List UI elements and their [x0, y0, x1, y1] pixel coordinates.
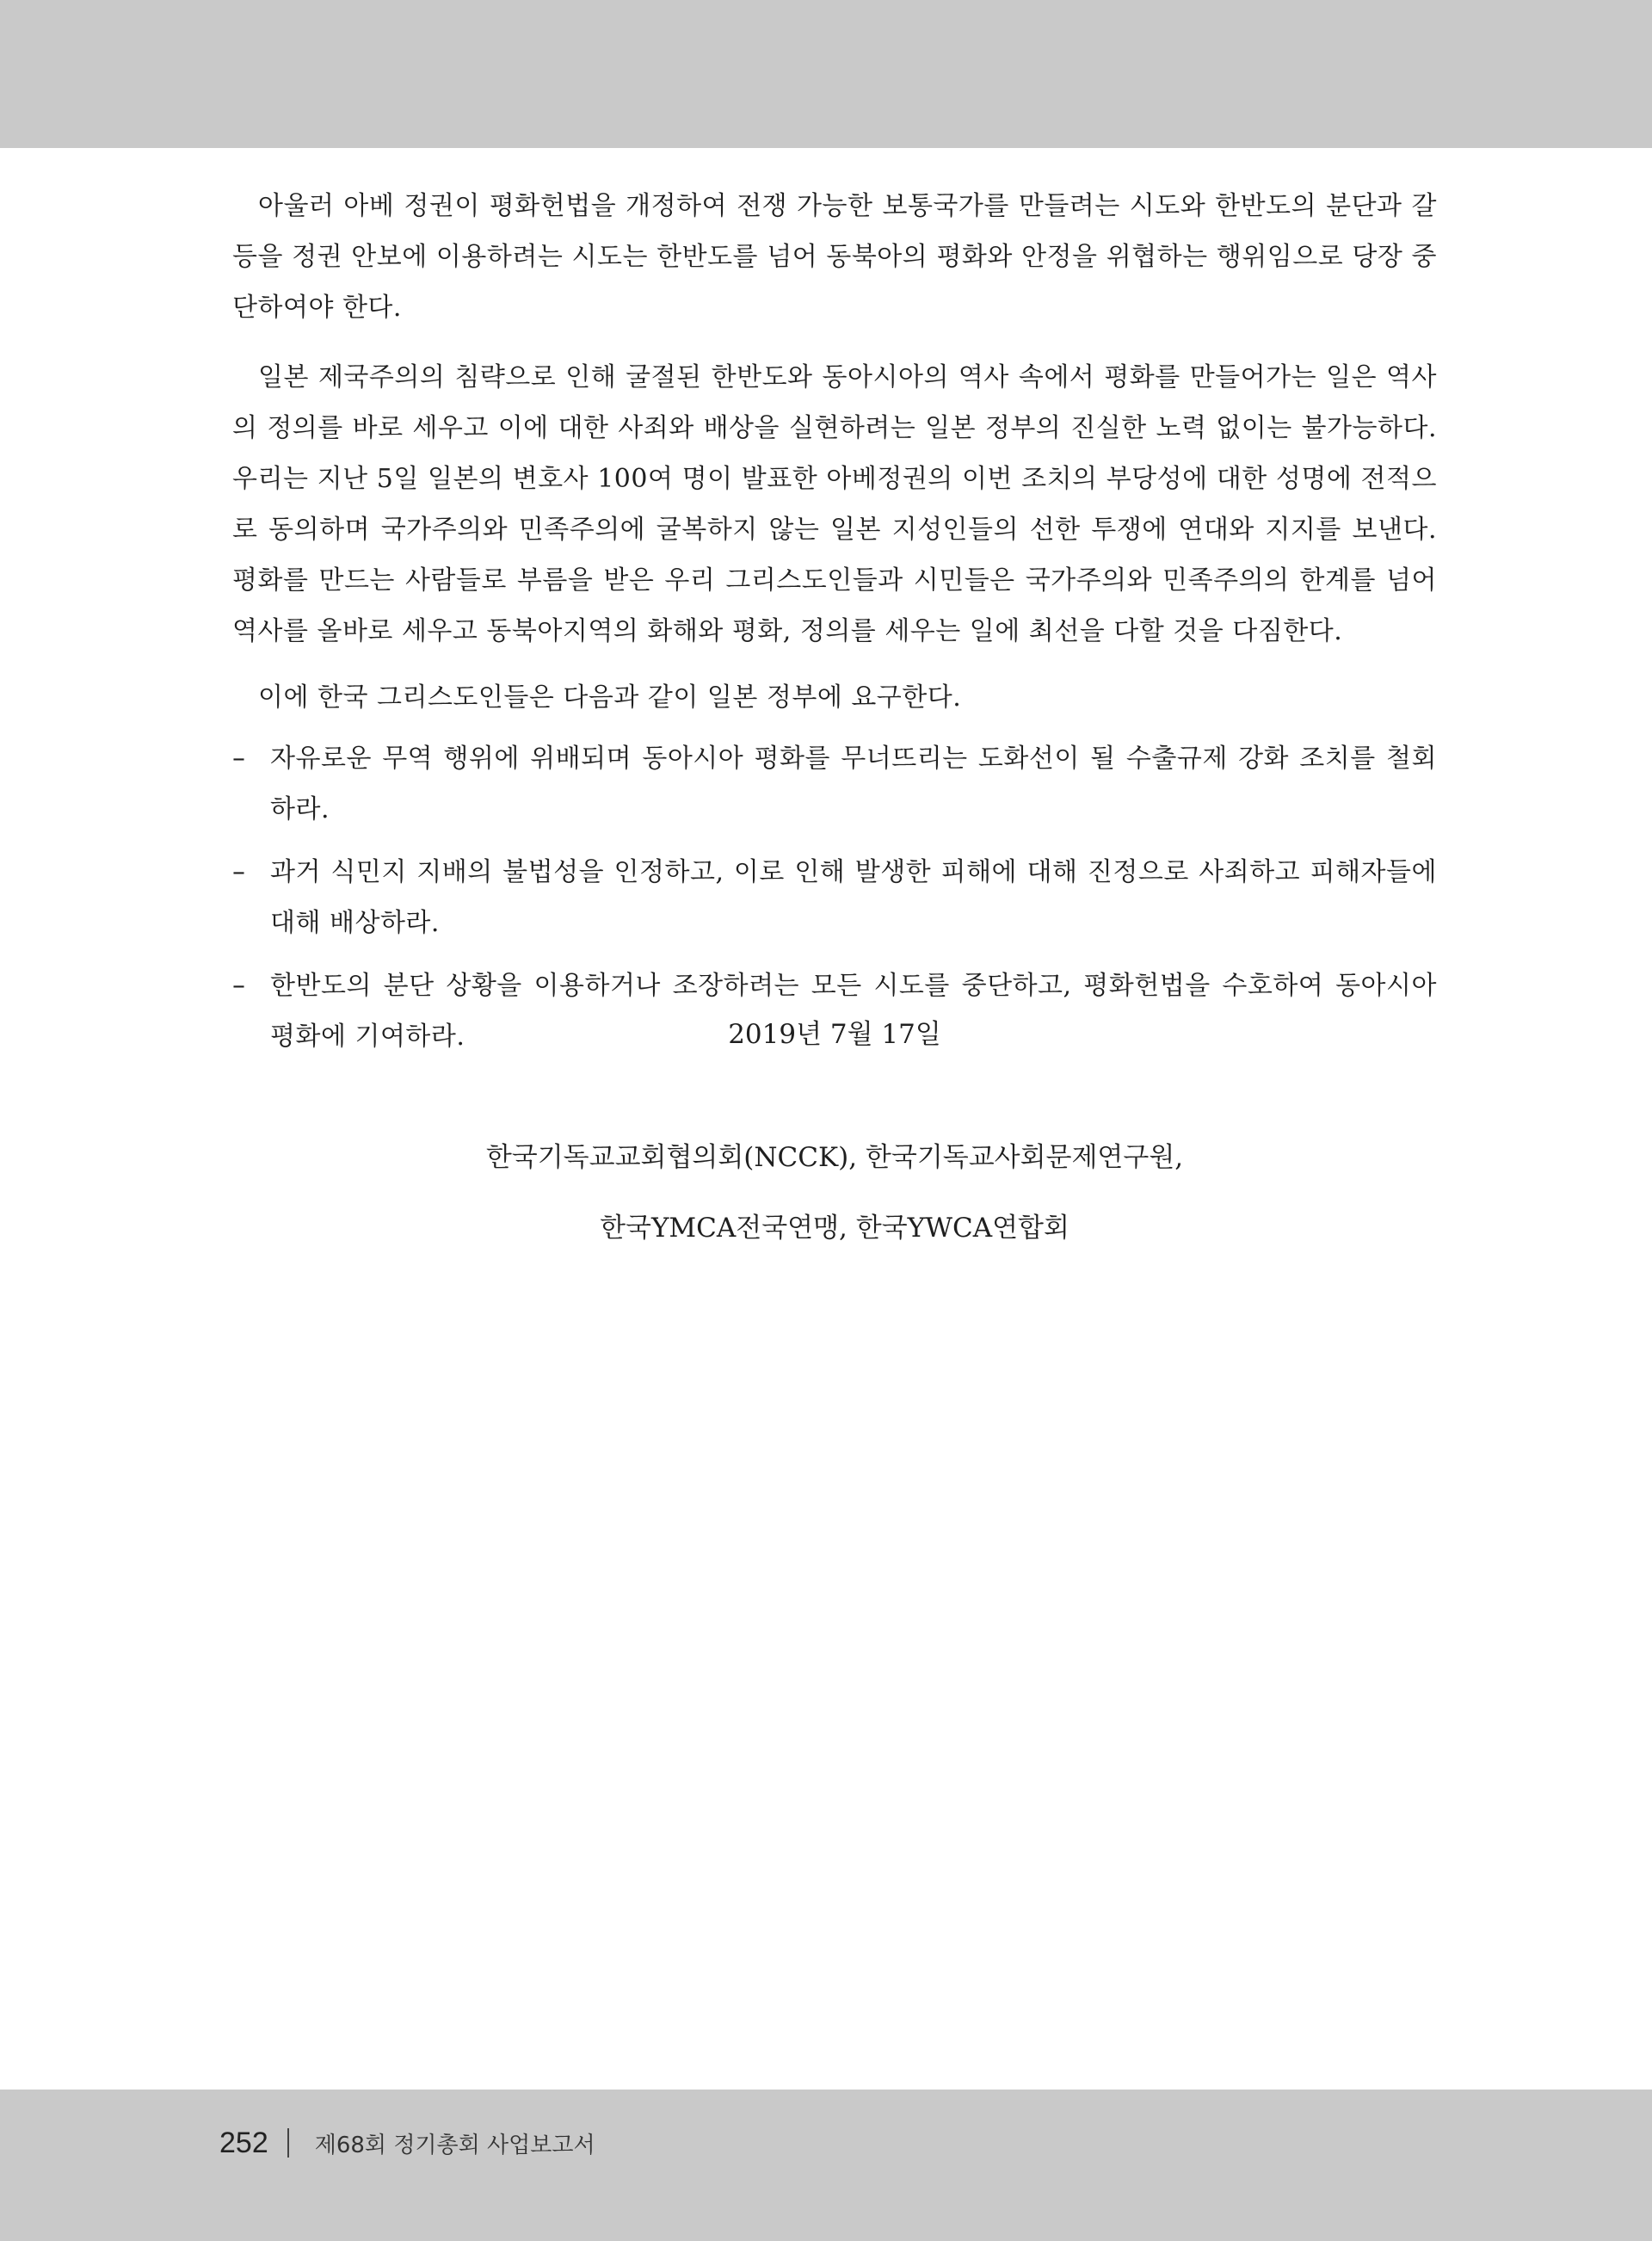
paragraph-2: 일본 제국주의의 침략으로 인해 굴절된 한반도와 동아시아의 역사 속에서 평화를 만들어가는 일은 역사의 정의를 바로 세우고 이에 대한 사죄와 배상을 실현하려는 일본 정부의 진실한 노력 없이는 불가능하다. 우리는 지난 5일 일본의 변호사 100여 명이 발표한 아베정권의 이번 조치의 부당성에 대한 성명에 전적으로 동의하며 국가주의와 민족주의에 굴복하지 않는 일본 지성인들의 선한 투쟁에 연대와 지지를 보낸다. 평화를 만드는 사람들로 부름을 받은 우리 그리스도인들과 시민들은 국가주의와 민족주의의 한계를 넘어 역사를 올바로 세우고 동북아지역의 화해와 평화, 정의를 세우는 일에 최선을 다할 것을 다짐한다. [232, 362, 1437, 646]
report-title: 제68회 정기총회 사업보고서 [314, 2132, 595, 2158]
demand-text: 한반도의 분단 상황을 이용하거나 조장하려는 모든 시도를 중단하고, 평화헌법을 수호하여 동아시아 평화에 기여하라. [270, 971, 1437, 1052]
demand-item [232, 847, 1437, 948]
page-number: 252 [219, 2126, 268, 2159]
signatory-line-1: 한국기독교교회협의회(NCCK), 한국기독교사회문제연구원, [485, 1142, 1184, 1173]
dash-marker: – [232, 971, 246, 1001]
dash-marker: – [232, 744, 246, 774]
footer-divider [287, 2128, 289, 2158]
page-footer [219, 2122, 595, 2164]
document-body [232, 181, 1437, 1074]
footer-band [0, 2090, 1652, 2241]
header-band [0, 0, 1652, 148]
demand-item [232, 733, 1437, 835]
demand-text: 자유로운 무역 행위에 위배되며 동아시아 평화를 무너뜨리는 도화선이 될 수출규제 강화 조치를 철회하라. [270, 744, 1437, 824]
demand-text: 과거 식민지 지배의 불법성을 인정하고, 이로 인해 발생한 피해에 대해 진정으로 사죄하고 피해자들에 대해 배상하라. [270, 857, 1437, 938]
paragraph-1: 아울러 아베 정권이 평화헌법을 개정하여 전쟁 가능한 보통국가를 만들려는 시도와 한반도의 분단과 갈등을 정권 안보에 이용하려는 시도는 한반도를 넘어 동북아의 평화와 안정을 위협하는 행위임으로 당장 중단하여야 한다. [232, 191, 1437, 323]
statement-date: 2019년 7월 17일 [728, 1019, 941, 1050]
signatories [232, 1122, 1437, 1263]
demands-intro: 이에 한국 그리스도인들은 다음과 같이 일본 정부에 요구한다. [258, 682, 962, 713]
signatory-line-2: 한국YMCA전국연맹, 한국YWCA연합회 [600, 1213, 1069, 1244]
dash-marker: – [232, 857, 246, 887]
